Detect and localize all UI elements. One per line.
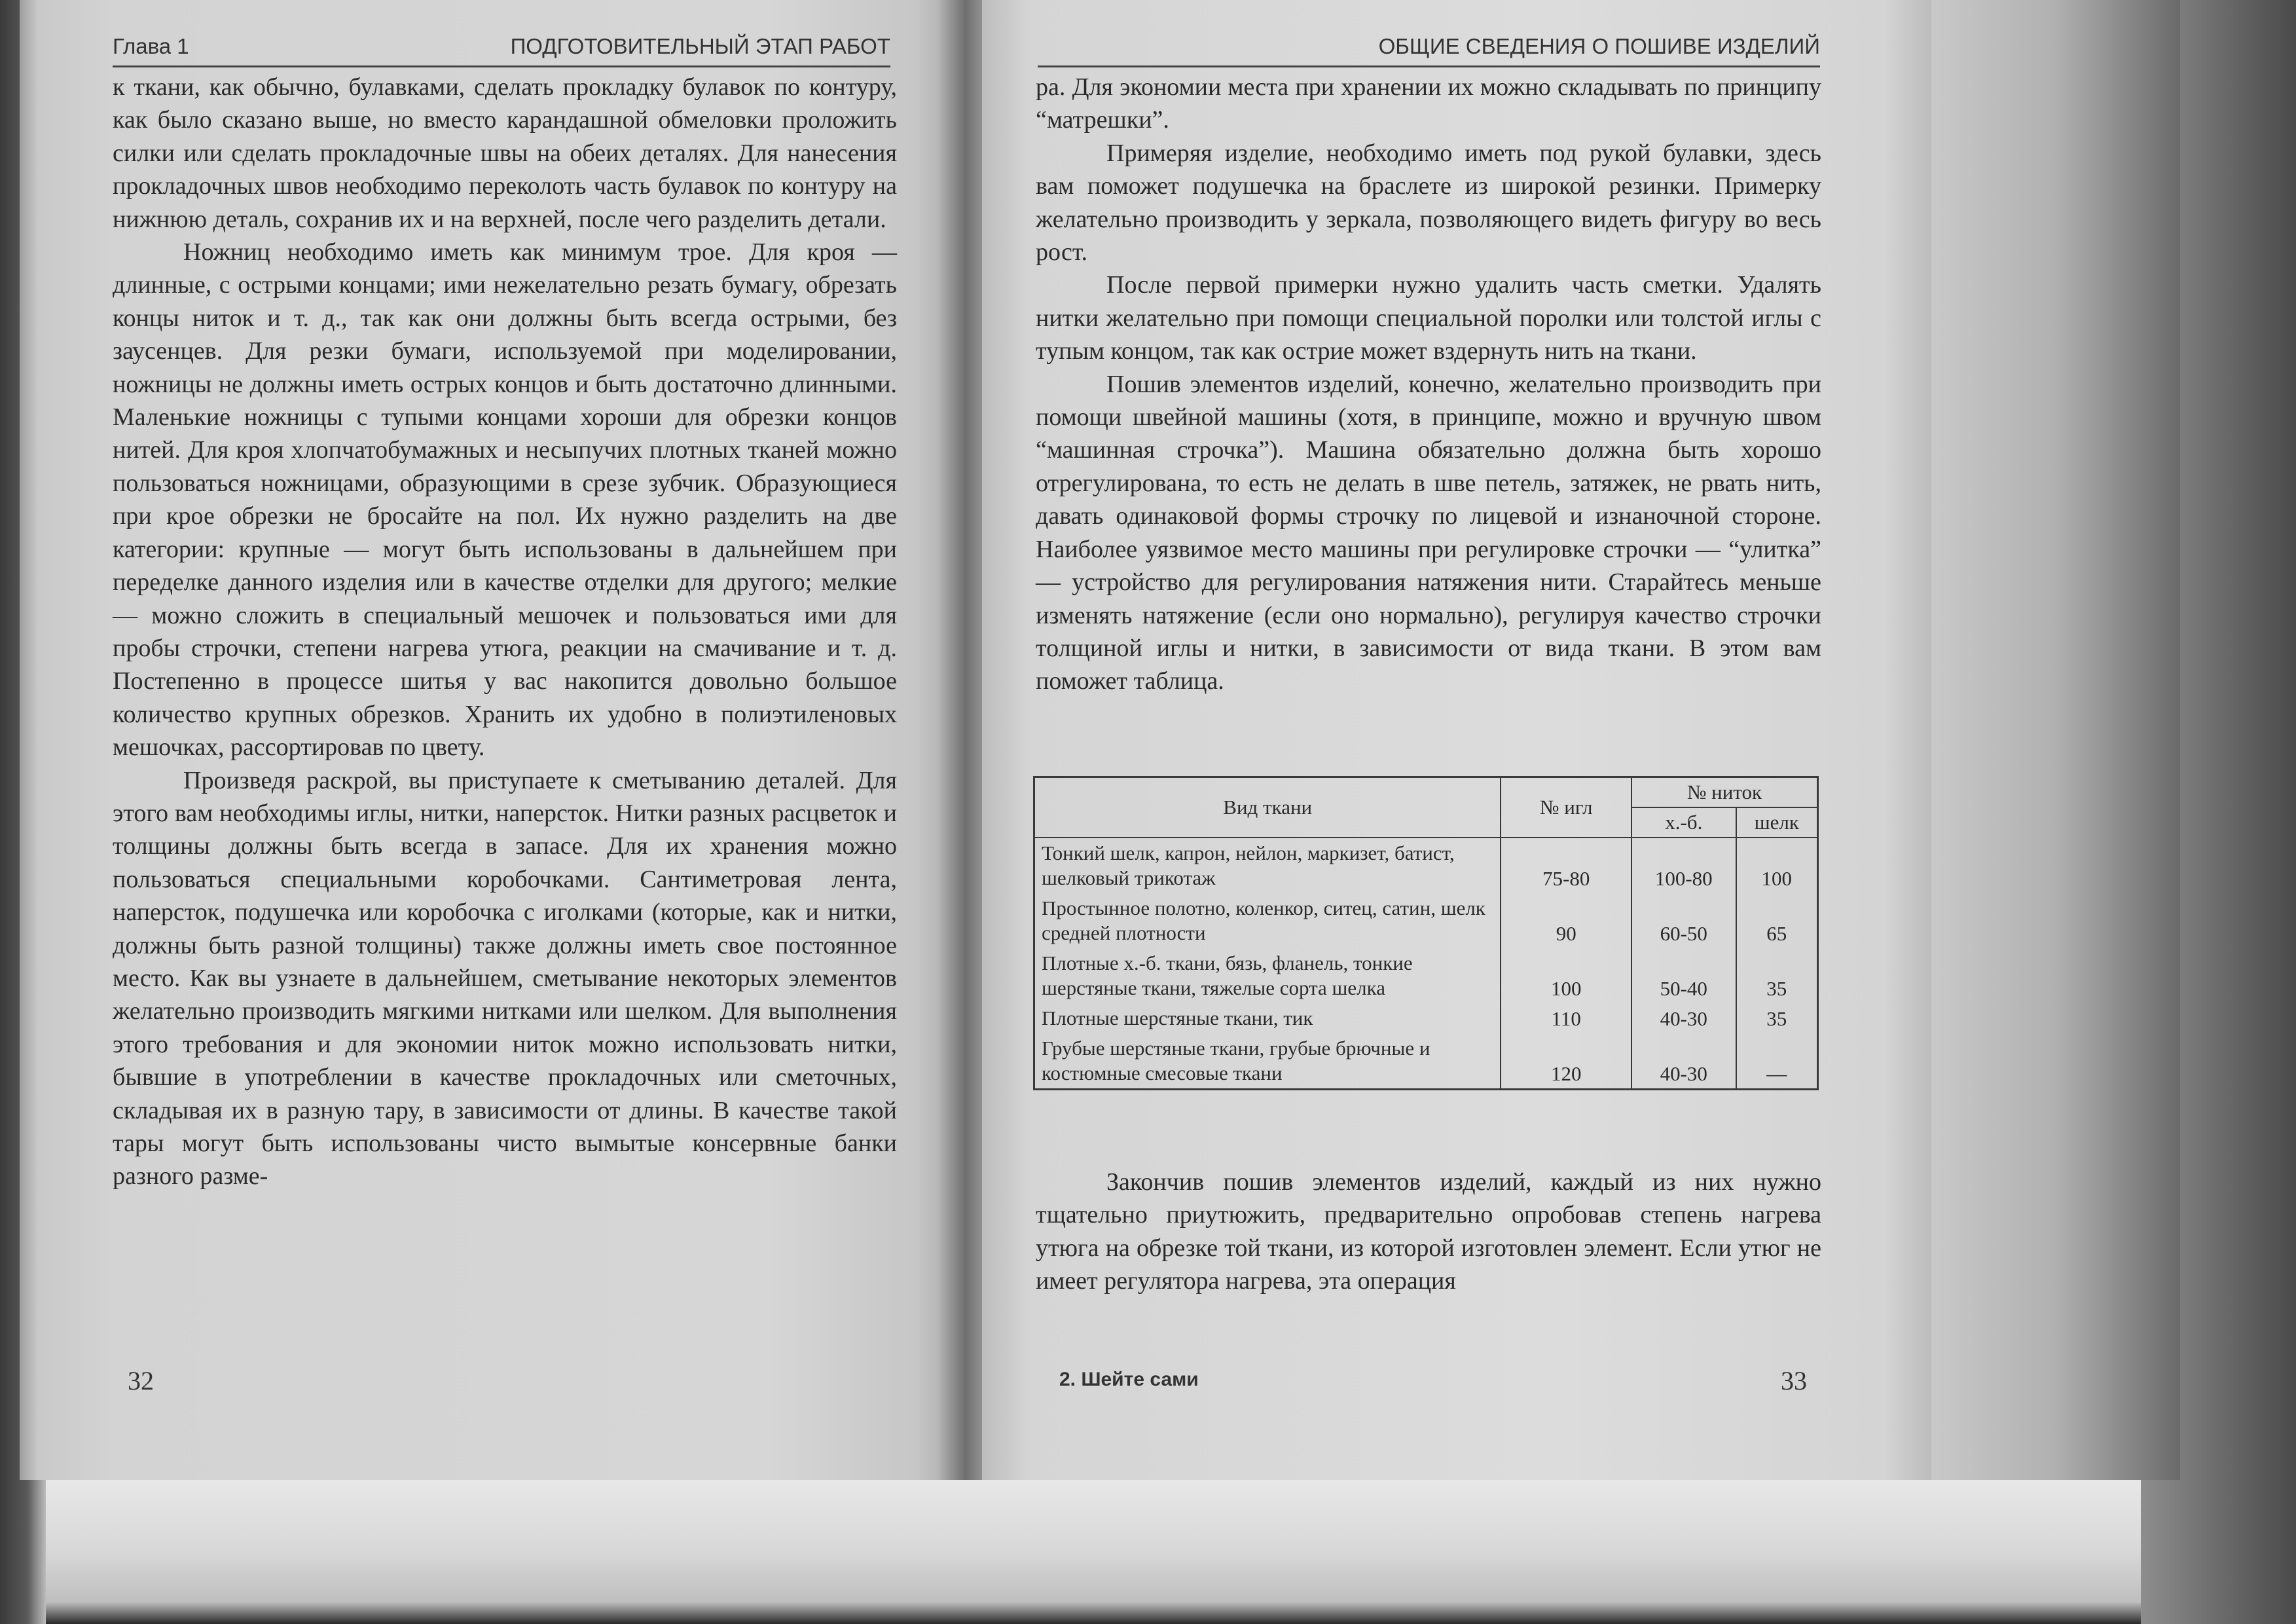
chapter-label: Глава 1	[113, 34, 189, 58]
right-paragraph-3: После первой примерки нужно удалить часть сметки. Удалять нитки желательно при помощи специальной поролки или толстой иглы с тупым концом, так как острие может вздернуть нить на ткани.	[1036, 271, 1821, 365]
cell-cotton: 50-40	[1631, 948, 1736, 1003]
table-row	[1034, 1003, 1818, 1033]
header-needle: № игл	[1501, 777, 1631, 838]
left-paragraph-2: Ножниц необходимо иметь как минимум трое. Для кроя — длинные, с острыми концами; ими нежелательно резать бумагу, обрезать концы ниток и т. д., так как они должны быть всегда острыми, без заусенцев. Для резки бумаги, используемой при моделировании, ножницы не должны иметь острых концов и быть достаточно длинными. Маленькие ножницы с тупыми концами хороши для обрезки концов нитей. Для кроя хлопчатобумажных и несыпучих плотных тканей можно пользоваться ножницами, образующими в срезе зубчик. Образующиеся при крое обрезки не бросайте на пол. Их нужно разделить на две категории: крупные — могут быть использованы в дальнейшем при переделке данного изделия или в качестве отделки для другого; мелкие — можно сложить в специальный мешочек и пользоваться ими для пробы строчки, степени нагрева утюга, реакции на смачивание и т. д. Постепенно в процессе шитья у вас накопится довольно большое количество крупных обрезков. Хранить их удобно в полиэтиленовых мешочках, рассортировав по цвету.	[113, 238, 897, 762]
cell-needle: 75-80	[1501, 838, 1631, 893]
cell-fabric: Плотные х.-б. ткани, бязь, фланель, тонкие шерстяные ткани, тяжелые сорта шелка	[1034, 948, 1501, 1003]
right-text-bottom	[1036, 1166, 1821, 1298]
cell-fabric: Тонкий шелк, капрон, нейлон, маркизет, батист, шелковый трикотаж	[1034, 838, 1501, 893]
needle-thread-table	[1033, 776, 1819, 1090]
right-paragraph-2: Примеряя изделие, необходимо иметь под рукой булавки, здесь вам поможет подушечка на браслете из широкой резинки. Примерку желательно производить у зеркала, позволяющего видеть фигуру во весь рост.	[1036, 139, 1821, 267]
cell-fabric: Грубые шерстяные ткани, грубые брючные и костюмные смесовые ткани	[1034, 1033, 1501, 1090]
cell-needle: 110	[1501, 1003, 1631, 1033]
right-paragraph-4: Пошив элементов изделий, конечно, желательно производить при помощи швейной машины (хотя, в принципе, можно и вручную швом “машинная строчка”). Машина обязательно должна быть хорошо отрегулирована, то есть не делать в шве петель, затяжек, не рвать нить, давать одинаковой формы строчку по лицевой и изнаночной стороне. Наиболее уязвимое место машины при регулировке строчки — “улитка” — устройство для регулирования натяжения нити. Старайтесь меньше изменять натяжение (если оно нормально), регулируя качество строчки толщиной иглы и нитки, в зависимости от вида ткани. В этом вам поможет таблица.	[1036, 370, 1821, 695]
cell-cotton: 100-80	[1631, 838, 1736, 893]
left-paragraph-3: Произведя раскрой, вы приступаете к сметыванию деталей. Для этого вам необходимы иглы, нитки, наперсток. Нитки разных расцветок и толщины должны быть всегда в запасе. Для их хранения можно пользоваться специальными коробочками. Сантиметровая лента, наперсток, подушечка или коробочка с иголками (которые, как и нитки, должны быть разной толщины) также должны иметь свое постоянное место. Как вы узнаете в дальнейшем, сметывание некоторых элементов желательно производить мягкими нитками или шелком. Для выполнения этого требования и для экономии ниток можно использовать нитки, бывшие в употреблении в качестве прокладочных или сметочных, складывая их в разную тару, в зависимости от длины. В качестве такой тары могут быть использованы чисто вымытые консервные банки разного разме-	[113, 766, 897, 1190]
right-running-head	[1038, 33, 1820, 67]
cell-needle: 120	[1501, 1033, 1631, 1090]
left-text-column	[113, 71, 897, 1193]
cell-silk: 35	[1736, 948, 1818, 1003]
left-page-number: 32	[128, 1366, 154, 1395]
cell-needle: 90	[1501, 893, 1631, 948]
section-title-right: ОБЩИЕ СВЕДЕНИЯ О ПОШИВЕ ИЗДЕЛИЙ	[1378, 34, 1820, 58]
table-row	[1034, 948, 1818, 1003]
page-edge-shadow	[1931, 0, 2180, 1480]
cell-silk: —	[1736, 1033, 1818, 1090]
left-running-head	[113, 33, 890, 67]
header-fabric: Вид ткани	[1034, 777, 1501, 838]
cell-fabric: Простынное полотно, коленкор, ситец, сатин, шелк средней плотности	[1034, 893, 1501, 948]
left-paragraph-1: к ткани, как обычно, булавками, сделать прокладку булавок по контуру, как было сказано выше, но вместо карандашной обмеловки проложить силки или сделать прокладочные швы на обеих деталях. Для нанесения прокладочных швов необходимо переколоть часть булавок по контуру на нижнюю деталь, сохранив их и на верхней, после чего разделить детали.	[113, 73, 897, 233]
right-paragraph-5: Закончив пошив элементов изделий, каждый из них нужно тщательно приутюжить, предварительно опробовав степень нагрева утюга на обрезке той ткани, из которой изготовлен элемент. Если утюг не имеет регулятора нагрева, эта операция	[1036, 1168, 1821, 1295]
table-row	[1034, 838, 1818, 893]
scanner-edge	[46, 1477, 2141, 1624]
header-silk: шелк	[1736, 807, 1818, 838]
cell-silk: 100	[1736, 838, 1818, 893]
cell-needle: 100	[1501, 948, 1631, 1003]
cell-silk: 65	[1736, 893, 1818, 948]
right-page-number: 33	[1781, 1366, 1807, 1395]
table-row	[1034, 1033, 1818, 1090]
right-paragraph-1: ра. Для экономии места при хранении их можно складывать по принципу “матрешки”.	[1036, 73, 1821, 134]
signature-mark: 2. Шейте сами	[1059, 1369, 1199, 1390]
right-text-column	[1036, 71, 1821, 698]
header-cotton: х.-б.	[1631, 807, 1736, 838]
cell-fabric: Плотные шерстяные ткани, тик	[1034, 1003, 1501, 1033]
cell-cotton: 40-30	[1631, 1003, 1736, 1033]
cell-cotton: 60-50	[1631, 893, 1736, 948]
header-thread: № ниток	[1631, 777, 1818, 808]
cell-silk: 35	[1736, 1003, 1818, 1033]
cell-cotton: 40-30	[1631, 1033, 1736, 1090]
section-title: ПОДГОТОВИТЕЛЬНЫЙ ЭТАП РАБОТ	[510, 34, 890, 58]
table-row	[1034, 893, 1818, 948]
